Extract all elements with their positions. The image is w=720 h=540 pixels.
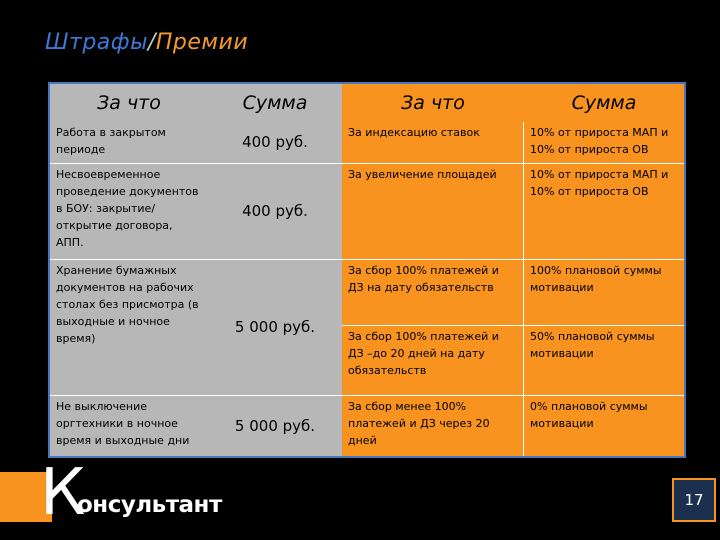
title-fines: Штрафы <box>45 30 148 55</box>
bonus-reason-2: За увеличение площадей <box>342 164 524 260</box>
header-fines-reason: За что <box>50 84 208 122</box>
bonus-amount-1: 10% от прироста МАП и 10% от прироста ОВ <box>524 122 684 164</box>
bonus-amount-5: 0% плановой суммы мотивации <box>524 396 684 456</box>
fine-reason-3: Хранение бумажных документов на рабочих столах без присмотра (в выходные и ночное время) <box>50 260 208 396</box>
fine-reason-2: Несвоевременное проведение документов в БОУ: закрытие/открытие договора, АПП. <box>50 164 208 260</box>
fine-amount-1: 400 руб. <box>208 122 342 164</box>
bonus-reason-3: За сбор 100% платежей и ДЗ на дату обязательств <box>342 260 524 326</box>
fine-amount-4: 5 000 руб. <box>208 396 342 456</box>
fine-amount-2: 400 руб. <box>208 164 342 260</box>
fine-reason-4: Не выключение оргтехники в ночное время и выходные дни <box>50 396 208 456</box>
header-fines-amount: Сумма <box>208 84 342 122</box>
fines-bonuses-table <box>48 82 686 458</box>
fine-amount-3: 5 000 руб. <box>208 260 342 396</box>
slide-title <box>45 30 248 55</box>
bonus-reason-5: За сбор менее 100% платежей и ДЗ через 20 дней <box>342 396 524 456</box>
bonus-reason-4: За сбор 100% платежей и ДЗ –до 20 дней на дату обязательств <box>342 326 524 396</box>
header-bonus-amount: Сумма <box>524 84 684 122</box>
bonus-amount-2: 10% от прироста МАП и 10% от прироста ОВ <box>524 164 684 260</box>
title-bonuses: Премии <box>155 30 249 55</box>
bonus-amount-3: 100% плановой суммы мотивации <box>524 260 684 326</box>
page-number: 17 <box>672 478 716 522</box>
logo-wordmark: онсультант <box>77 492 222 518</box>
logo-letter: К <box>40 456 86 530</box>
title-separator: / <box>147 30 156 55</box>
fine-reason-1: Работа в закрытом периоде <box>50 122 208 164</box>
bonus-reason-1: За индексацию ставок <box>342 122 524 164</box>
header-bonus-reason: За что <box>342 84 524 122</box>
bonus-amount-4: 50% плановой суммы мотивации <box>524 326 684 396</box>
